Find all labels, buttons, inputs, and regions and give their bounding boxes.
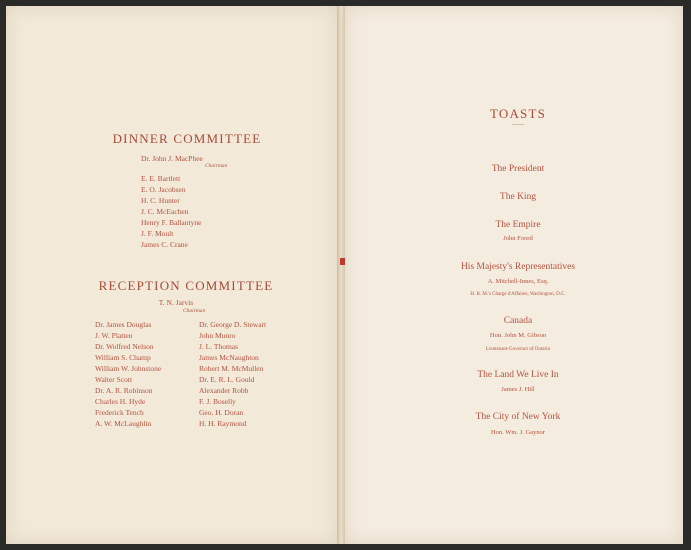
dinner-member: E. E. Bartlett — [141, 174, 181, 183]
toast-speaker: A. Mitchell-Innes, Esq. — [487, 278, 549, 285]
reception-member: Dr. E. R. L. Gould — [199, 375, 255, 384]
reception-left-column — [95, 319, 161, 429]
reception-member: Dr. Wolfred Nelson — [95, 342, 154, 351]
reception-right-column — [199, 319, 266, 429]
toast-title: The Empire — [495, 220, 541, 230]
dinner-chairman-label: Chairman — [205, 163, 228, 169]
dinner-member: J. F. Moult — [141, 229, 174, 238]
dinner-member: H. C. Hunter — [141, 196, 180, 205]
dinner-member: Henry F. Ballantyne — [141, 218, 202, 227]
toast-speaker: Hon. John M. Gibson — [489, 332, 547, 339]
dinner-member: J. C. McEachen — [141, 207, 189, 216]
reception-member: J. W. Platten — [95, 331, 133, 340]
reception-member: Geo. H. Doran — [199, 408, 244, 417]
heading-rule — [512, 124, 524, 125]
reception-member: Walter Scott — [95, 375, 133, 384]
reception-member: John Munro — [199, 331, 236, 340]
toast-title: The President — [491, 164, 545, 174]
toast-title: Canada — [503, 316, 533, 326]
reception-chairman-label: Chairman — [183, 308, 206, 314]
reception-member: H. H. Raymond — [199, 419, 247, 428]
reception-member: Frederick Tench — [95, 408, 144, 417]
dinner-member: James C. Crane — [141, 240, 188, 249]
book-spine — [337, 6, 345, 544]
reception-member: James McNaughton — [199, 353, 259, 362]
toast-note: H. B. M.'s Chargé d'Affaires, Washington, D.C. — [470, 292, 566, 297]
reception-member: Charles H. Hyde — [95, 397, 146, 406]
reception-committee-heading: RECEPTION COMMITTEE — [98, 278, 274, 293]
toast-speaker: Hon. Wm. J. Gaynor — [490, 429, 546, 436]
toast-title: The Land We Live In — [477, 370, 559, 380]
dinner-chairman-name: Dr. John J. MacPhee — [141, 154, 203, 163]
reception-member: William W. Johnstone — [95, 364, 162, 373]
toast-note: Lieutenant-Governor of Ontario — [485, 347, 551, 352]
left-page — [6, 6, 338, 544]
toast-title: His Majesty's Representatives — [460, 262, 576, 272]
reception-member: F. J. Boselly — [199, 397, 236, 406]
reception-member: A. W. McLaughlin — [95, 419, 152, 428]
toast-speaker: James J. Hill — [501, 386, 535, 393]
dinner-member: E. O. Jacobsen — [141, 185, 186, 194]
reception-member: J. L. Thomas — [199, 342, 239, 351]
toasts-heading: TOASTS — [489, 106, 547, 121]
dinner-committee-heading: DINNER COMMITTEE — [112, 131, 262, 146]
toast-title: The City of New York — [475, 412, 561, 422]
toast-title: The King — [499, 192, 537, 202]
toast-speaker: John Foord — [503, 235, 533, 242]
reception-member: Robert M. McMullen — [199, 364, 264, 373]
reception-member: Dr. George D. Stewart — [199, 320, 267, 329]
dinner-committee-members — [141, 173, 201, 250]
reception-member: Dr. A. R. Robinson — [95, 386, 153, 395]
reception-member: William S. Champ — [95, 353, 151, 362]
reception-member: Alexander Robb — [199, 386, 249, 395]
reception-chairman-name: T. N. Jarvis — [158, 298, 194, 307]
right-page — [345, 6, 683, 544]
reception-member: Dr. James Douglas — [95, 320, 152, 329]
